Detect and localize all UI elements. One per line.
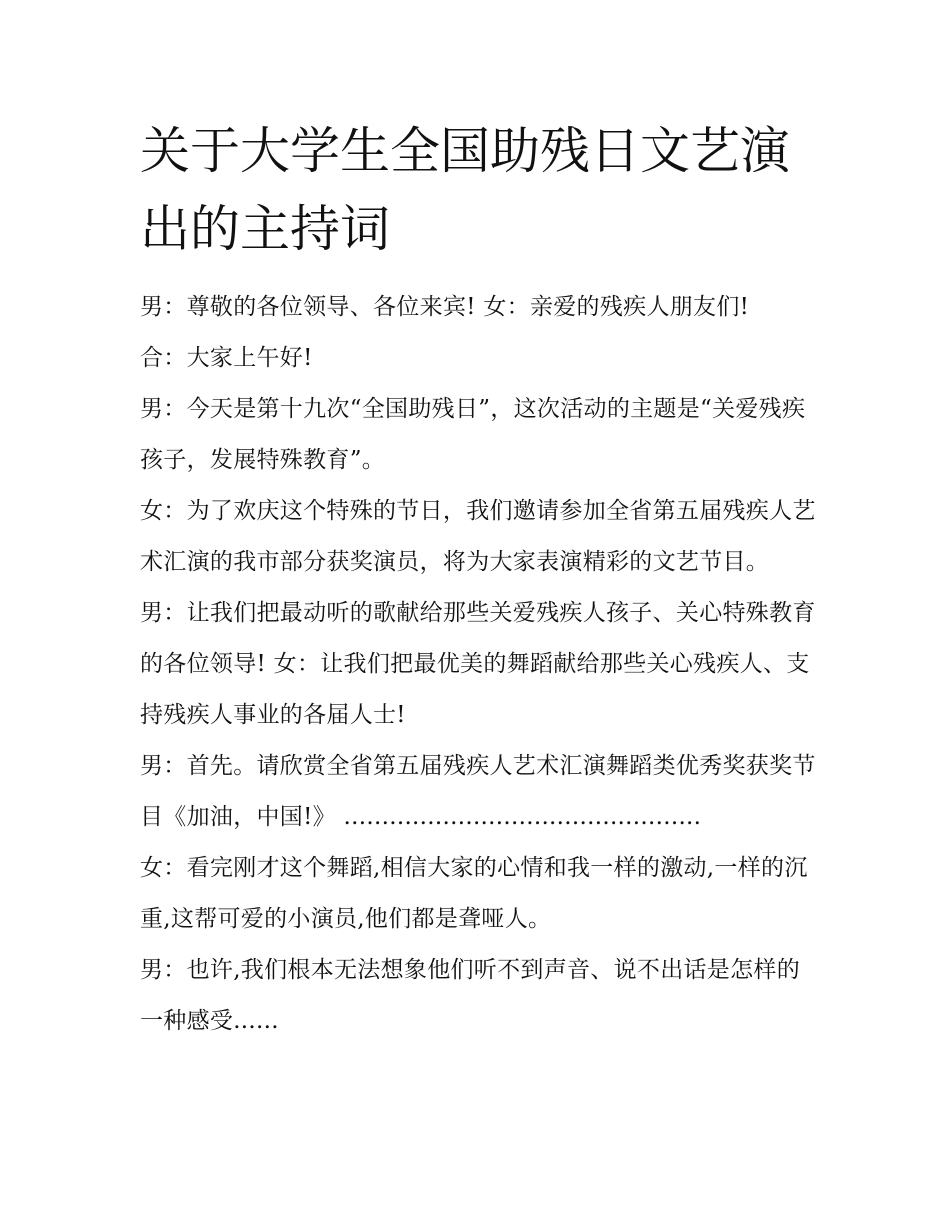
paragraph-4: 女：为了欢庆这个特殊的节日，我们邀请参加全省第五届残疾人艺术汇演的我市部分获奖演员，将为大家表演精彩的文艺节目。 [140,498,816,575]
paragraph-1: 男：尊敬的各位领导、各位来宾! 女：亲爱的残疾人朋友们! [140,294,750,320]
document-page [140,112,820,1047]
paragraph-2: 合：大家上午好! [140,345,313,371]
document-title: 关于大学生全国助残日文艺演出的主持词 [140,122,790,258]
paragraph-5: 男：让我们把最动听的歌献给那些关爱残疾人孩子、关心特殊教育的各位领导! 女：让我们把最优美的舞蹈献给那些关心残疾人、支持残疾人事业的各届人士! [140,600,816,728]
paragraph-7: 女：看完刚才这个舞蹈,相信大家的心情和我一样的激动,一样的沉重,这帮可爱的小演员,他们都是聋哑人。 [140,855,808,932]
paragraph-8: 男：也许,我们根本无法想象他们听不到声音、说不出话是怎样的一种感受...... [140,957,801,1034]
paragraph-6: 男：首先。请欣赏全省第五届残疾人艺术汇演舞蹈类优秀奖获奖节目《加油，中国!》 ............................................... [140,753,816,830]
paragraph-3: 男：今天是第十九次“全国助残日”，这次活动的主题是“关爱残疾孩子，发展特殊教育”。 [140,396,806,473]
